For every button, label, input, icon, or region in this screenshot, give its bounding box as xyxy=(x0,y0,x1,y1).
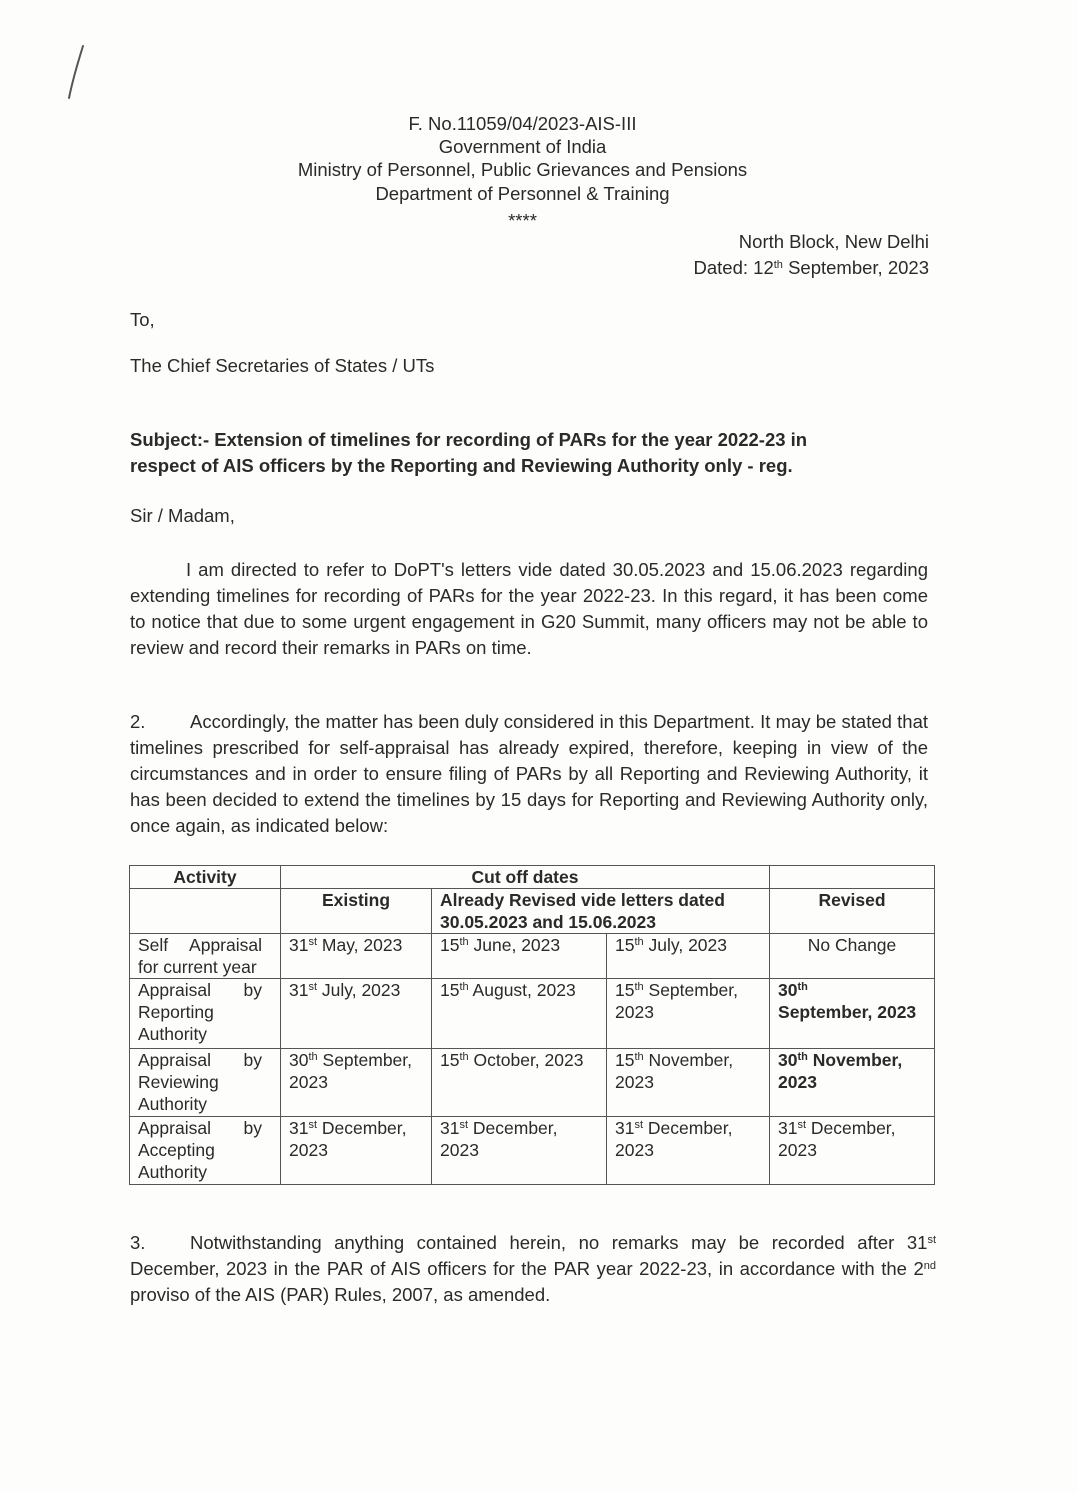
header-already-revised: Already Revised vide letters dated 30.05.2023 and 15.06.2023 xyxy=(432,889,770,934)
revised-first-cell: 15th June, 2023 xyxy=(432,934,607,979)
ministry-line: Ministry of Personnel, Public Grievances and Pensions xyxy=(297,159,748,180)
revised-final-cell: 30th November, 2023 xyxy=(770,1049,935,1117)
addressee: The Chief Secretaries of States / UTs xyxy=(130,355,435,376)
revised-final-cell: 31st December, 2023 xyxy=(770,1117,935,1185)
revised-first-cell: 15th August, 2023 xyxy=(432,979,607,1049)
revised-first-cell: 31st December, 2023 xyxy=(432,1117,607,1185)
table-row xyxy=(130,934,935,979)
activity-cell: Self Appraisal for current year xyxy=(130,934,281,979)
existing-cell: 31st July, 2023 xyxy=(281,979,432,1049)
paragraph-2: 2. Accordingly, the matter has been duly considered in this Department. It may be stated that timelines prescribed for self-appraisal has already expired, therefore, keeping in view of the circumstances and in order to ensure filing of PARs by all Reporting and Reviewing Authority, it has been decided to extend the timelines by 15 days for Reporting and Reviewing Authority only, once again, as indicated below: xyxy=(130,711,928,836)
revised-second-cell: 15th November, 2023 xyxy=(607,1049,770,1117)
table-row xyxy=(130,979,935,1049)
existing-cell: 30th September, 2023 xyxy=(281,1049,432,1117)
stars-separator: **** xyxy=(508,210,537,231)
header-activity: Activity xyxy=(130,866,281,889)
activity-cell: Appraisal by Reviewing Authority xyxy=(130,1049,281,1117)
revised-first-cell: 15th October, 2023 xyxy=(432,1049,607,1117)
paragraph-2-number: 2. xyxy=(130,711,146,732)
header-existing: Existing xyxy=(281,889,432,934)
govt-line: Government of India xyxy=(438,136,607,157)
paragraph-1: I am directed to refer to DoPT's letters vide dated 30.05.2023 and 15.06.2023 regarding extending timelines for recording of PARs for the year 2022-23. In this regard, it has been come to notice that due to some urgent engagement in G20 Summit, many officers may not be able to review and record their remarks in PARs on time. xyxy=(130,559,928,658)
existing-cell: 31st May, 2023 xyxy=(281,934,432,979)
subject-line-2: respect of AIS officers by the Reporting and Reviewing Authority only - reg. xyxy=(130,455,793,476)
date: Dated: 12th September, 2023 xyxy=(693,257,929,278)
table-header-row-1 xyxy=(130,866,935,889)
table-row xyxy=(130,1117,935,1185)
paragraph-3: 3. Notwithstanding anything contained herein, no remarks may be recorded after 31st December, 2023 in the PAR of AIS officers for the PAR year 2022-23, in accordance with the 2nd proviso of the AIS (PAR) Rules, 2007, as amended. xyxy=(130,1232,936,1305)
activity-cell: Appraisal by Accepting Authority xyxy=(130,1117,281,1185)
subject xyxy=(130,427,942,479)
activity-cell: Appraisal by Reporting Authority xyxy=(130,979,281,1049)
table-row xyxy=(130,1049,935,1117)
revised-second-cell: 15th July, 2023 xyxy=(607,934,770,979)
header-cutoff-dates: Cut off dates xyxy=(281,866,770,889)
revised-final-cell: No Change xyxy=(770,934,935,979)
header-revised: Revised xyxy=(770,889,935,934)
salutation: Sir / Madam, xyxy=(130,505,235,526)
file-number: F. No.11059/04/2023-AIS-III xyxy=(408,113,637,134)
table-header-row-2 xyxy=(130,889,935,934)
cutoff-dates-table xyxy=(129,865,935,1185)
revised-final-cell: 30th September, 2023 xyxy=(770,979,935,1049)
pen-stroke-mark xyxy=(66,44,86,100)
department-line: Department of Personnel & Training xyxy=(375,183,670,204)
to-line: To, xyxy=(130,309,155,330)
existing-cell: 31st December, 2023 xyxy=(281,1117,432,1185)
revised-second-cell: 31st December, 2023 xyxy=(607,1117,770,1185)
paragraph-3-number: 3. xyxy=(130,1232,146,1253)
subject-line-1: Subject:- Extension of timelines for recording of PARs for the year 2022-23 in xyxy=(130,429,808,450)
place: North Block, New Delhi xyxy=(738,231,929,252)
revised-second-cell: 15th September, 2023 xyxy=(607,979,770,1049)
